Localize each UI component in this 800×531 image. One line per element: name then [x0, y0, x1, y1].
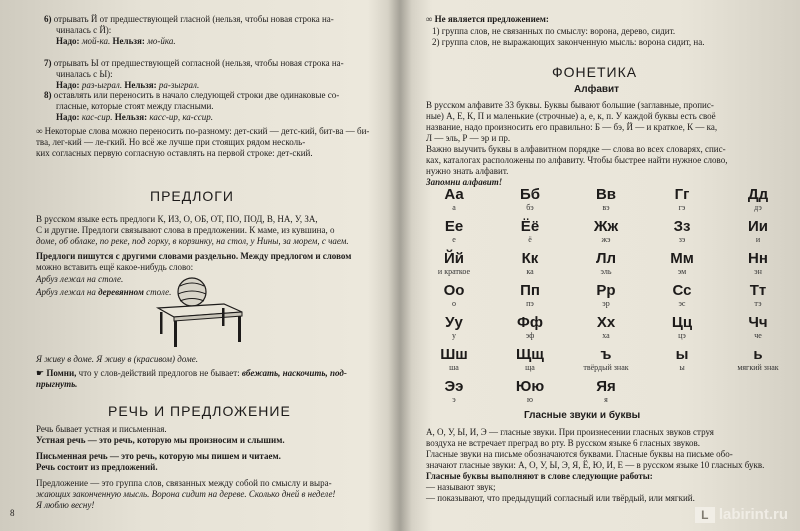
letter-name: цэ — [678, 331, 686, 340]
remember-alphabet: Запомни алфавит! — [426, 177, 503, 187]
letter-name: твёрдый знак — [583, 363, 629, 372]
letter-name: ха — [602, 331, 610, 340]
rech-paragraphs: Речь бывает устная и письменная. Устная речь — это речь, которую мы произносим и слышим. Письменная речь — это речь, которую мы пишем и читаем. Речь состоит из предложений. Предложение — это группа слов, связанных между собой по смыслу и выра- жающих законченную мысль. Ворона сидит на дереве. Сколько дней в неделе! Я люблю весну! — [36, 424, 336, 510]
letter-name: у — [452, 331, 456, 340]
labirint-watermark: L labirint.ru — [695, 506, 788, 523]
predlogi-title: ПРЕДЛОГИ — [150, 188, 234, 204]
letter-name: вэ — [602, 203, 610, 212]
letter-name: ща — [525, 363, 535, 372]
alphabet-letter — [576, 315, 636, 341]
letter-name: ша — [449, 363, 459, 372]
letter-glyph: Уу — [445, 314, 463, 331]
rule-8: 8) оставлять или переносить в начало следующей строки две одинаковые со- гласные, которые стоят между гласными. Надо: кас-сир. Нельзя: касс-ир, ка-ссир. — [44, 90, 340, 122]
alphabet-letter — [424, 315, 484, 341]
letter-glyph: Жж — [593, 218, 619, 235]
letter-glyph: Ее — [444, 218, 464, 235]
letter-name: эр — [602, 299, 610, 308]
alphabet-letter — [500, 219, 560, 245]
alphabet-letter — [500, 315, 560, 341]
letter-glyph: Гг — [674, 186, 690, 203]
letter-glyph: Ии — [747, 218, 768, 235]
letter-name: тэ — [754, 299, 762, 308]
alfavit-title: Алфавит — [574, 84, 620, 95]
letter-name: и — [755, 235, 761, 244]
letter-glyph: Чч — [748, 314, 768, 331]
fonetika-title: ФОНЕТИКА — [552, 64, 638, 80]
alphabet-letter — [652, 315, 712, 341]
letter-glyph: Хх — [596, 314, 616, 331]
letter-name: и краткое — [437, 267, 471, 276]
letter-name: зэ — [678, 235, 686, 244]
alphabet-letter — [728, 347, 788, 373]
alphabet-letter — [728, 283, 788, 309]
letter-glyph: Юю — [515, 378, 545, 395]
letter-name: а — [452, 203, 456, 212]
letter-glyph: Ээ — [444, 378, 464, 395]
alphabet-letter — [728, 219, 788, 245]
letter-glyph: Шш — [440, 346, 468, 363]
letter-glyph: ъ — [600, 346, 612, 363]
alphabet-letter — [652, 187, 712, 213]
letter-name: я — [604, 395, 608, 404]
alphabet-letter — [652, 283, 712, 309]
house-example: Я живу в доме. Я живу в (красивом) доме. — [36, 354, 198, 364]
alfavit-paragraph-1: В русском алфавите 33 буквы. Буквы бывают большие (заглавные, пропис- ные) А, Е, К, П и маленькие (строчные) а, е, к, п. У каждой буквы есть своё название, надо произносить его правильно: Б — бэ, Й — и краткое, К — ка, Л — эль, Р — эр и пр. — [426, 100, 718, 143]
hyphenation-note: ∞ Некоторые слова можно переносить по-разному: дет-ский — детс-кий, бит-ва — би-тва, лег-кий — ле-гкий. Но всё же лучше при стоящих рядом несколь- ких согласных первую согласную оставлять на первой строке: дет-ский. — [36, 126, 370, 158]
letter-name: эс — [678, 299, 686, 308]
alphabet-letter — [576, 187, 636, 213]
alphabet-letter — [728, 187, 788, 213]
rule-6: 6) отрывать Й от предшествующей гласной (нельзя, чтобы новая строка на- чиналась с Й): Надо: мой-ка. Нельзя: мо-йка. — [44, 14, 334, 46]
letter-name: дэ — [754, 203, 762, 212]
left-page — [0, 0, 394, 531]
letter-glyph: Оо — [443, 282, 465, 299]
alphabet-letter — [576, 251, 636, 277]
alphabet-letter — [500, 251, 560, 277]
alphabet-letter — [424, 187, 484, 213]
letter-glyph: ы — [675, 346, 689, 363]
letter-glyph: Кк — [521, 250, 539, 267]
alphabet-letter — [424, 347, 484, 373]
alphabet-letter — [500, 379, 560, 405]
glasses-icon: ∞ — [426, 14, 433, 24]
letter-glyph: Пп — [520, 282, 540, 299]
alphabet-letter — [576, 379, 636, 405]
letter-name: мягкий знак — [737, 363, 779, 372]
rech-title: РЕЧЬ И ПРЕДЛОЖЕНИЕ — [108, 403, 291, 419]
letter-name: о — [452, 299, 456, 308]
letter-glyph: Цц — [671, 314, 693, 331]
letter-glyph: Дд — [747, 186, 769, 203]
alphabet-letter — [728, 251, 788, 277]
letter-name: ю — [527, 395, 533, 404]
example-2: Арбуз лежал на деревянном столе. — [36, 287, 172, 297]
alphabet-letter — [652, 219, 712, 245]
alphabet-letter — [576, 283, 636, 309]
letter-glyph: Мм — [670, 250, 694, 267]
alphabet-letter — [424, 379, 484, 405]
letter-name: э — [452, 395, 456, 404]
rule-7: 7) отрывать Ы от предшествующей согласной (нельзя, чтобы новая строка на- чиналась с Ы): Надо: раз-ыграл. Нельзя: ра-зыграл. — [44, 58, 344, 90]
letter-glyph: Йй — [443, 250, 464, 267]
letter-glyph: Фф — [517, 314, 543, 331]
letter-name: эль — [600, 267, 612, 276]
letter-glyph: ь — [753, 346, 763, 363]
table-with-watermelon-illustration — [150, 276, 250, 348]
letter-glyph: Щщ — [516, 346, 544, 363]
alphabet-letter — [576, 347, 636, 373]
right-page — [404, 0, 800, 531]
letter-glyph: Нн — [748, 250, 768, 267]
remember-note: ☛ Помни, что у слов-действий предлогов не бывает: вбежать, наскочить, под- прыгнуть. — [36, 368, 347, 389]
predlogi-paragraph-2: Предлоги пишутся с другими словами раздельно. Между предлогом и словом можно вставить ещё какое-нибудь слово: — [36, 251, 352, 272]
alphabet-letter — [424, 251, 484, 277]
alphabet-letter — [500, 347, 560, 373]
alphabet-letter — [424, 283, 484, 309]
letter-name: эф — [525, 331, 535, 340]
letter-name: ка — [526, 267, 534, 276]
letter-name: эм — [677, 267, 687, 276]
letter-glyph: Вв — [595, 186, 617, 203]
not-sentence-list: 1) группа слов, не связанных по смыслу: ворона, дерево, сидит. 2) группа слов, не выражающих законченную мысль: ворона сидит, на. — [432, 26, 705, 47]
alfavit-paragraph-2: Важно выучить буквы в алфавитном порядке — слова во всех словарях, спис- ках, каталогах расположены по алфавиту. Чтобы быстрее найти нужное слово, нужно знать алфавит. — [426, 144, 728, 176]
letter-glyph: Аа — [444, 186, 464, 203]
letter-name: бэ — [526, 203, 534, 212]
letter-glyph: Рр — [596, 282, 616, 299]
letter-name: че — [754, 331, 762, 340]
letter-name: гэ — [678, 203, 686, 212]
letter-glyph: Бб — [519, 186, 541, 203]
alphabet-letter — [576, 219, 636, 245]
page-number: 8 — [10, 508, 15, 518]
letter-name: ы — [679, 363, 685, 372]
alphabet-letter — [728, 315, 788, 341]
alphabet-letter — [652, 251, 712, 277]
letter-name: ё — [528, 235, 532, 244]
letter-glyph: Тт — [749, 282, 767, 299]
predlogi-paragraph-1: В русском языке есть предлоги К, ИЗ, О, ОБ, ОТ, ПО, ПОД, В, НА, У, ЗА, С и другие. Предлоги связывают слова в предложении. К маме, из кувшина, о доме, об облаке, по реке, под горку, в корзинку, на стол, у Нины, за морем, с чаем. — [36, 214, 349, 246]
letter-glyph: Яя — [596, 378, 616, 395]
letter-glyph: Зз — [673, 218, 691, 235]
glasnye-paragraph: А, О, У, Ы, И, Э — гласные звуки. При произнесении гласных звуков струя воздуха не встречает преград во рту. В русском языке 6 гласных звуков. Гласные звуки на письме обозначаются буквами. Гласные буквы на письме обо- значают гласные звуки: А, О, У, Ы, Э, Я, Ё, Ю, И, Е — в русском языке 10 гласных букв. Гласные буквы выполняют в слове следующие работы: — называют звук; — показывают, что предыдущий согласный или твёрдый, или мягкий. — [426, 427, 765, 503]
alphabet-letter — [652, 347, 712, 373]
pointer-icon: ☛ — [36, 368, 45, 378]
glasnye-title: Гласные звуки и буквы — [524, 410, 641, 421]
letter-glyph: Ёё — [520, 218, 540, 235]
labirint-logo: L — [695, 507, 715, 523]
letter-glyph: Сс — [672, 282, 692, 299]
letter-name: эн — [754, 267, 762, 276]
example-1: Арбуз лежал на столе. — [36, 274, 124, 284]
not-sentence-title: ∞ Не является предложением: — [426, 14, 549, 24]
letter-name: пэ — [526, 299, 534, 308]
alphabet-letter — [500, 187, 560, 213]
alphabet-letter — [500, 283, 560, 309]
letter-name: жэ — [601, 235, 611, 244]
glasses-icon: ∞ — [36, 126, 43, 136]
alphabet-letter — [424, 219, 484, 245]
letter-glyph: Лл — [595, 250, 617, 267]
letter-name: е — [452, 235, 456, 244]
